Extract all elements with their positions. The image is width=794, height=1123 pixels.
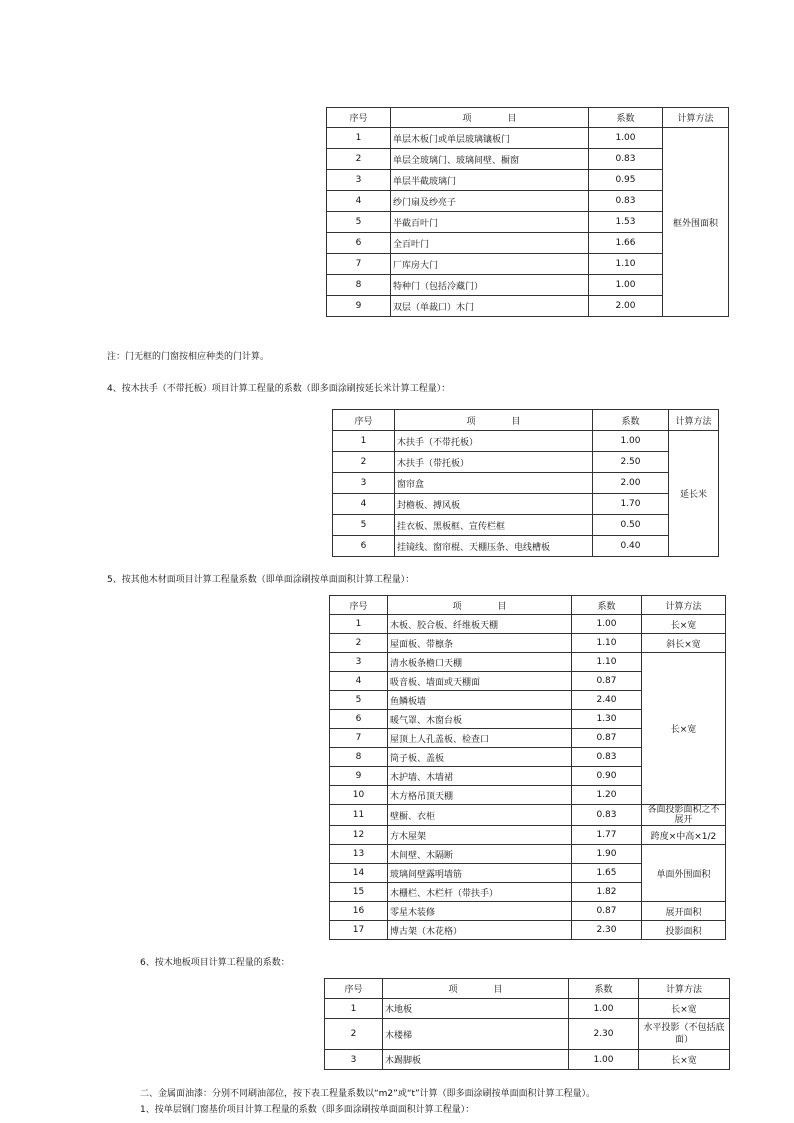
row-index: 9 xyxy=(330,767,388,786)
row-coefficient: 2.30 xyxy=(569,1019,639,1050)
row-index: 5 xyxy=(333,515,395,536)
row-item: 清水板条檐口天棚 xyxy=(388,653,572,672)
row-index: 4 xyxy=(327,191,391,212)
table-row xyxy=(330,826,726,845)
table-row xyxy=(325,1019,730,1050)
row-coefficient: 0.83 xyxy=(572,805,642,826)
row-coefficient: 1.00 xyxy=(589,128,663,149)
header-method: 计算方法 xyxy=(642,596,726,615)
table-row xyxy=(333,515,719,536)
row-method: 水平投影（不包括底面） xyxy=(639,1019,730,1050)
row-item: 全百叶门 xyxy=(391,233,589,254)
table-row xyxy=(330,634,726,653)
row-index: 6 xyxy=(327,233,391,254)
row-index: 2 xyxy=(330,634,388,653)
row-item: 屋顶上人孔盖板、检查口 xyxy=(388,729,572,748)
row-coefficient: 0.83 xyxy=(572,748,642,767)
row-index: 5 xyxy=(330,691,388,710)
table-row xyxy=(333,431,719,452)
row-index: 13 xyxy=(330,845,388,864)
row-coefficient: 0.87 xyxy=(572,902,642,921)
wood-floor-table xyxy=(324,978,730,1070)
row-item: 木护墙、木墙裙 xyxy=(388,767,572,786)
header-index: 序号 xyxy=(330,596,388,615)
table-row xyxy=(330,653,726,672)
row-index: 10 xyxy=(330,786,388,805)
row-coefficient: 1.66 xyxy=(589,233,663,254)
header-coefficient: 系数 xyxy=(593,410,669,431)
header-method: 计算方法 xyxy=(663,108,729,128)
row-coefficient: 0.87 xyxy=(572,672,642,691)
row-index: 9 xyxy=(327,296,391,317)
row-index: 4 xyxy=(333,494,395,515)
table-row xyxy=(325,1050,730,1070)
table-row xyxy=(327,128,729,149)
row-coefficient: 1.00 xyxy=(569,1050,639,1070)
row-index: 2 xyxy=(327,149,391,170)
row-index: 2 xyxy=(333,452,395,473)
row-coefficient: 1.65 xyxy=(572,864,642,883)
row-coefficient: 2.00 xyxy=(589,296,663,317)
row-coefficient: 1.90 xyxy=(572,845,642,864)
row-index: 3 xyxy=(330,653,388,672)
row-item: 特种门（包括冷藏门） xyxy=(391,275,589,296)
row-item: 木方格吊顶天棚 xyxy=(388,786,572,805)
other-wood-surface-table xyxy=(329,595,726,940)
row-coefficient: 1.00 xyxy=(569,999,639,1019)
table-row xyxy=(330,902,726,921)
row-coefficient: 0.90 xyxy=(572,767,642,786)
row-index: 12 xyxy=(330,826,388,845)
row-coefficient: 1.53 xyxy=(589,212,663,233)
row-index: 5 xyxy=(327,212,391,233)
table-row xyxy=(330,615,726,634)
row-item: 半截百叶门 xyxy=(391,212,589,233)
row-index: 2 xyxy=(325,1019,383,1050)
row-item: 双层（单裁口）木门 xyxy=(391,296,589,317)
table-row xyxy=(333,473,719,494)
row-method: 斜长×宽 xyxy=(642,634,726,653)
table-row xyxy=(333,536,719,557)
header-coefficient: 系数 xyxy=(572,596,642,615)
row-index: 7 xyxy=(330,729,388,748)
row-item: 木扶手（带托板） xyxy=(395,452,593,473)
row-coefficient: 0.95 xyxy=(589,170,663,191)
table-row xyxy=(330,805,726,826)
row-coefficient: 0.50 xyxy=(593,515,669,536)
row-index: 1 xyxy=(333,431,395,452)
section-heading-4: 4、按木扶手（不带托板）项目计算工程量的系数（即多面涂刷按延长米计算工程量）： xyxy=(107,384,451,394)
row-coefficient: 0.40 xyxy=(593,536,669,557)
row-method: 单面外围面积 xyxy=(642,845,726,902)
row-method: 投影面积 xyxy=(642,921,726,940)
row-index: 6 xyxy=(330,710,388,729)
row-index: 17 xyxy=(330,921,388,940)
row-item: 挂衣板、黑板框、宣传栏框 xyxy=(395,515,593,536)
row-coefficient: 2.30 xyxy=(572,921,642,940)
row-item: 筒子板、盖板 xyxy=(388,748,572,767)
header-item: 项 目 xyxy=(383,979,569,999)
row-item: 木楼梯 xyxy=(383,1019,569,1050)
door-coefficient-table xyxy=(326,107,729,317)
row-index: 16 xyxy=(330,902,388,921)
row-index: 7 xyxy=(327,254,391,275)
row-method: 长×宽 xyxy=(642,615,726,634)
row-item: 单层半截玻璃门 xyxy=(391,170,589,191)
section-heading-metal: 二、金属面油漆：分别不同刷油部位，按下表工程量系数以“m2”或“t”计算（即多面涂刷按单面面积计算工程量）。 xyxy=(140,1089,596,1099)
row-item: 博古架（木花格） xyxy=(388,921,572,940)
table-row xyxy=(333,494,719,515)
row-item: 木地板 xyxy=(383,999,569,1019)
row-item: 厂库房大门 xyxy=(391,254,589,275)
row-index: 3 xyxy=(333,473,395,494)
row-coefficient: 1.70 xyxy=(593,494,669,515)
row-coefficient: 0.87 xyxy=(572,729,642,748)
row-item: 单层木板门或单层玻璃镶板门 xyxy=(391,128,589,149)
row-coefficient: 1.10 xyxy=(572,653,642,672)
row-item: 木间壁、木隔断 xyxy=(388,845,572,864)
row-coefficient: 0.83 xyxy=(589,149,663,170)
row-coefficient: 1.77 xyxy=(572,826,642,845)
row-index: 1 xyxy=(330,615,388,634)
section-heading-5: 5、按其他木材面项目计算工程量系数（即单面涂刷按单面面积计算工程量）： xyxy=(107,575,415,585)
row-index: 1 xyxy=(325,999,383,1019)
row-coefficient: 1.82 xyxy=(572,883,642,902)
header-method: 计算方法 xyxy=(639,979,730,999)
row-index: 4 xyxy=(330,672,388,691)
row-item: 封檐板、搏风板 xyxy=(395,494,593,515)
row-index: 3 xyxy=(325,1050,383,1070)
row-item: 零星木装修 xyxy=(388,902,572,921)
row-item: 暖气罩、木窗台板 xyxy=(388,710,572,729)
header-coefficient: 系数 xyxy=(589,108,663,128)
row-item: 纱门扇及纱亮子 xyxy=(391,191,589,212)
row-method: 各面投影面积之不展开 xyxy=(642,805,726,826)
row-coefficient: 1.00 xyxy=(589,275,663,296)
row-item: 挂镜线、窗帘棍、天棚压条、电线槽板 xyxy=(395,536,593,557)
row-coefficient: 1.10 xyxy=(589,254,663,275)
header-index: 序号 xyxy=(325,979,383,999)
row-item: 窗帘盒 xyxy=(395,473,593,494)
row-coefficient: 1.10 xyxy=(572,634,642,653)
header-coefficient: 系数 xyxy=(569,979,639,999)
row-method: 长×宽 xyxy=(639,1050,730,1070)
row-item: 吸音板、墙面或天棚面 xyxy=(388,672,572,691)
row-index: 15 xyxy=(330,883,388,902)
row-item: 屋面板、带檩条 xyxy=(388,634,572,653)
row-coefficient: 0.83 xyxy=(589,191,663,212)
row-coefficient: 1.00 xyxy=(572,615,642,634)
section-heading-steel-doors: 1、按单层钢门窗基价项目计算工程量的系数（即多面涂刷按单面面积计算工程量）： xyxy=(140,1105,475,1115)
section-heading-6: 6、按木地板项目计算工程量的系数： xyxy=(140,958,290,968)
row-index: 8 xyxy=(330,748,388,767)
header-item: 项 目 xyxy=(391,108,589,128)
row-method: 展开面积 xyxy=(642,902,726,921)
table-row xyxy=(330,845,726,864)
row-method: 延长米 xyxy=(669,431,719,557)
handrail-coefficient-table xyxy=(332,409,719,557)
row-index: 6 xyxy=(333,536,395,557)
row-coefficient: 1.20 xyxy=(572,786,642,805)
header-index: 序号 xyxy=(333,410,395,431)
row-item: 单层全玻璃门、玻璃间壁、橱窗 xyxy=(391,149,589,170)
table-row xyxy=(333,452,719,473)
row-item: 方木屋架 xyxy=(388,826,572,845)
row-item: 鱼鳞板墙 xyxy=(388,691,572,710)
row-index: 3 xyxy=(327,170,391,191)
header-item: 项 目 xyxy=(395,410,593,431)
header-method: 计算方法 xyxy=(669,410,719,431)
row-index: 14 xyxy=(330,864,388,883)
row-method: 框外围面积 xyxy=(663,128,729,317)
row-coefficient: 1.00 xyxy=(593,431,669,452)
row-method: 长×宽 xyxy=(639,999,730,1019)
row-item: 木栅栏、木栏杆（带扶手） xyxy=(388,883,572,902)
row-index: 8 xyxy=(327,275,391,296)
row-coefficient: 1.30 xyxy=(572,710,642,729)
row-method: 长×宽 xyxy=(642,653,726,805)
row-item: 木板、胶合板、纤维板天棚 xyxy=(388,615,572,634)
row-method: 跨度×中高×1/2 xyxy=(642,826,726,845)
row-item: 壁橱、衣柜 xyxy=(388,805,572,826)
table-row xyxy=(330,921,726,940)
note-doors-without-frames: 注：门无框的门窗按相应种类的门计算。 xyxy=(107,352,270,362)
header-index: 序号 xyxy=(327,108,391,128)
row-coefficient: 2.50 xyxy=(593,452,669,473)
row-item: 木踢脚板 xyxy=(383,1050,569,1070)
row-index: 11 xyxy=(330,805,388,826)
row-coefficient: 2.00 xyxy=(593,473,669,494)
row-item: 玻璃间壁露明墙筋 xyxy=(388,864,572,883)
table-row xyxy=(325,999,730,1019)
row-coefficient: 2.40 xyxy=(572,691,642,710)
row-index: 1 xyxy=(327,128,391,149)
header-item: 项 目 xyxy=(388,596,572,615)
row-item: 木扶手（不带托板） xyxy=(395,431,593,452)
